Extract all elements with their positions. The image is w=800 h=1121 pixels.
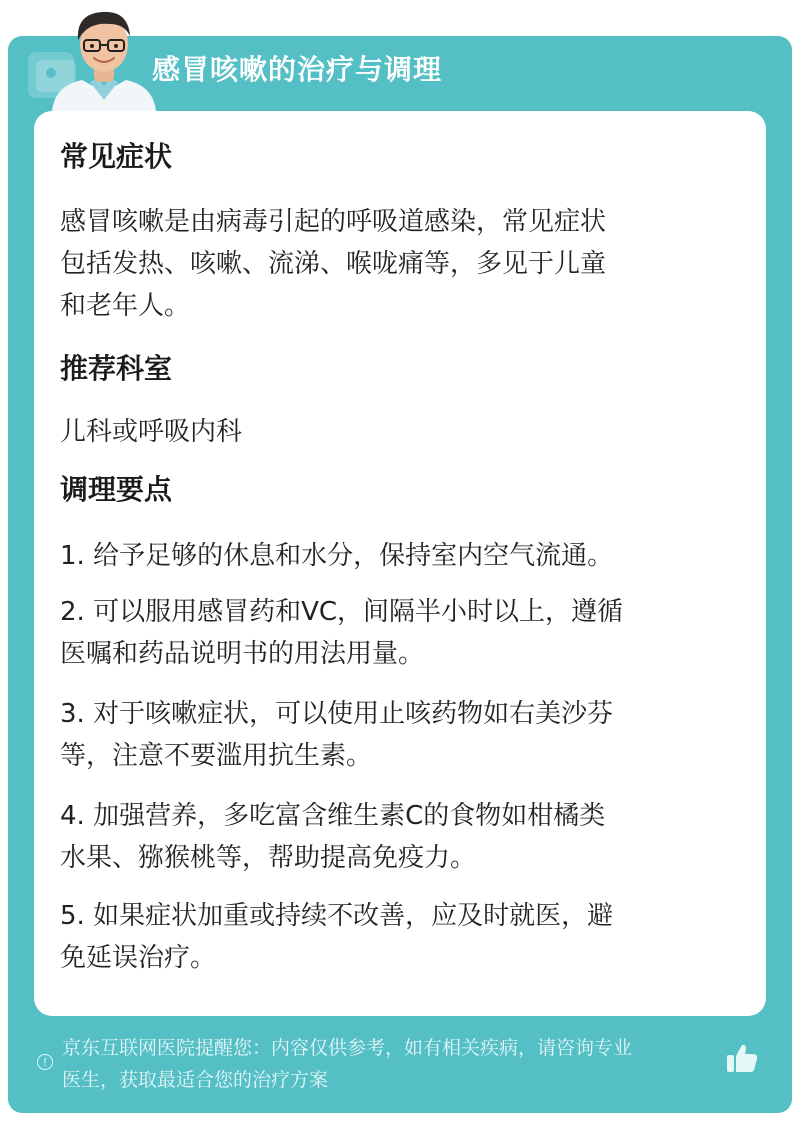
info-icon: ! bbox=[37, 1054, 53, 1070]
care-item-line: 免延误治疗。 bbox=[60, 943, 217, 973]
care-item bbox=[60, 895, 750, 979]
care-item-line: 2. 可以服用感冒药和VC，间隔半小时以上，遵循 bbox=[60, 597, 624, 627]
care-item-line: 5. 如果症状加重或持续不改善，应及时就医，避 bbox=[60, 901, 614, 931]
symptoms-line: 和老年人。 bbox=[60, 291, 191, 321]
care-item-line: 医嘱和药品说明书的用法用量。 bbox=[60, 639, 425, 669]
symptoms-text bbox=[60, 201, 750, 327]
disclaimer bbox=[62, 1032, 732, 1096]
care-item-line: 等，注意不要滥用抗生素。 bbox=[60, 741, 373, 771]
care-item-line: 水果、猕猴桃等，帮助提高免疫力。 bbox=[60, 843, 477, 873]
care-item bbox=[60, 795, 750, 879]
disclaimer-line: 医生，获取最适合您的治疗方案 bbox=[62, 1069, 329, 1091]
symptoms-line: 感冒咳嗽是由病毒引起的呼吸道感染，常见症状 bbox=[60, 207, 607, 237]
symptoms-line: 包括发热、咳嗽、流涕、喉咙痛等，多见于儿童 bbox=[60, 249, 607, 279]
care-item bbox=[60, 693, 750, 777]
care-item-line: 1. 给予足够的休息和水分，保持室内空气流通。 bbox=[60, 541, 614, 571]
page-title: 感冒咳嗽的治疗与调理 bbox=[152, 53, 443, 86]
department-text bbox=[60, 411, 750, 453]
care-item-line: 4. 加强营养，多吃富含维生素C的食物如柑橘类 bbox=[60, 801, 606, 831]
section-heading-care: 调理要点 bbox=[60, 473, 173, 506]
section-heading-department: 推荐科室 bbox=[60, 352, 173, 385]
doctor-avatar bbox=[44, 0, 164, 112]
content-panel bbox=[34, 111, 766, 1016]
department-line: 儿科或呼吸内科 bbox=[60, 417, 243, 447]
care-item bbox=[60, 591, 750, 675]
section-heading-symptoms: 常见症状 bbox=[60, 140, 173, 173]
care-item-line: 3. 对于咳嗽症状，可以使用止咳药物如右美沙芬 bbox=[60, 699, 614, 729]
care-item bbox=[60, 535, 750, 577]
disclaimer-line: 京东互联网医院提醒您：内容仅供参考，如有相关疾病，请咨询专业 bbox=[62, 1037, 633, 1059]
thumbs-up-icon[interactable] bbox=[724, 1040, 760, 1076]
